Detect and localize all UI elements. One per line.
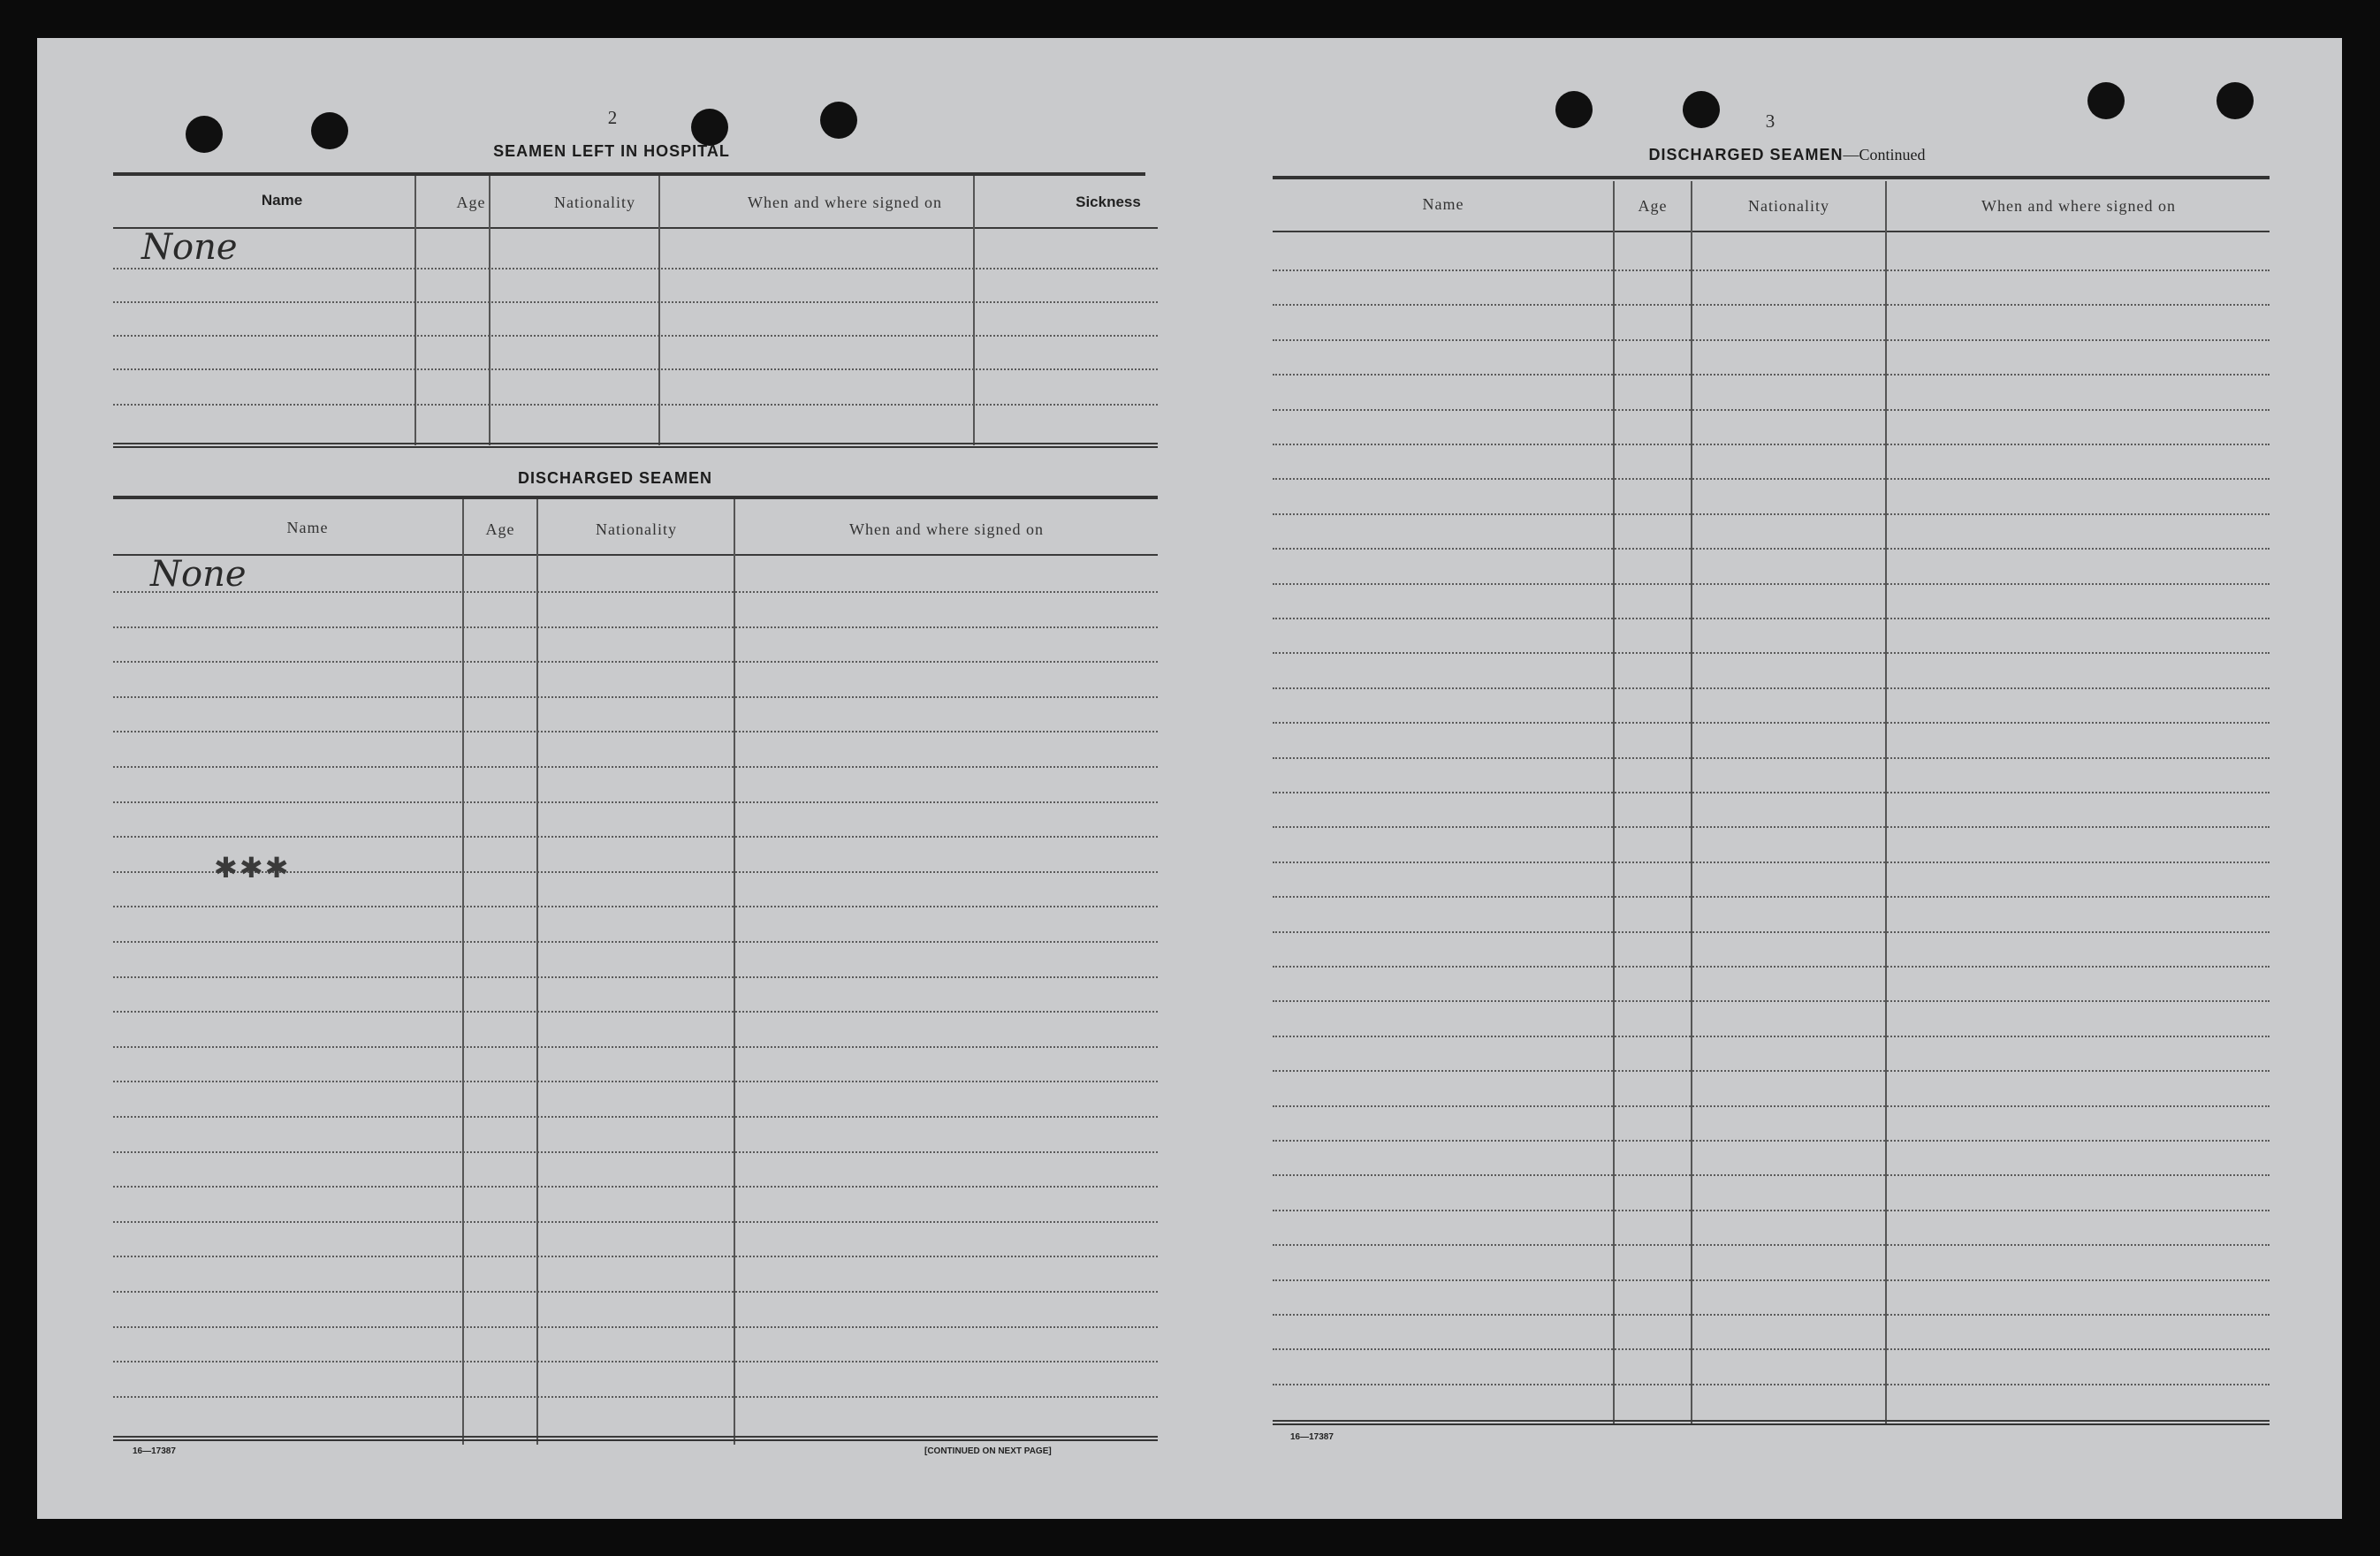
table-row-line bbox=[113, 1011, 1158, 1013]
page-number-left: 2 bbox=[607, 107, 618, 128]
table-row-line bbox=[1273, 409, 2270, 411]
right-col-signed-on: When and where signed on bbox=[1981, 197, 2176, 215]
table-row-line bbox=[113, 941, 1158, 943]
table-row-line bbox=[113, 1221, 1158, 1223]
table-row-line bbox=[1273, 1036, 2270, 1037]
continued-suffix: —Continued bbox=[1843, 146, 1926, 163]
discharged-bottom-rule bbox=[113, 1436, 1158, 1438]
table-row-line bbox=[1273, 1174, 2270, 1176]
discharged-section-title: DISCHARGED SEAMEN bbox=[517, 469, 713, 487]
discharged-handwritten-entry: None bbox=[150, 554, 247, 595]
hospital-top-rule bbox=[113, 172, 1145, 176]
hospital-bottom-rule-thick bbox=[113, 446, 1158, 448]
punch-hole bbox=[2217, 82, 2254, 119]
table-row-line bbox=[113, 1361, 1158, 1362]
table-row-line bbox=[113, 1081, 1158, 1082]
table-row-line bbox=[113, 1291, 1158, 1293]
table-row-line bbox=[1273, 618, 2270, 619]
table-row-line bbox=[1273, 826, 2270, 828]
table-row-line bbox=[1273, 269, 2270, 271]
punch-hole bbox=[1683, 91, 1720, 128]
right-divider bbox=[1691, 181, 1692, 1425]
table-row-line bbox=[1273, 374, 2270, 376]
hospital-row bbox=[113, 335, 1158, 337]
table-row-line bbox=[1273, 1314, 2270, 1316]
table-row-line bbox=[1273, 1070, 2270, 1072]
hospital-header-rule bbox=[113, 227, 1158, 229]
table-row-line bbox=[1273, 966, 2270, 968]
form-number-right: 16—17387 bbox=[1290, 1432, 1334, 1442]
table-row-line bbox=[1273, 792, 2270, 793]
punch-hole bbox=[1555, 91, 1593, 128]
table-row-line bbox=[113, 591, 1158, 593]
table-row-line bbox=[1273, 1384, 2270, 1385]
hospital-col-sickness: Sickness bbox=[1076, 194, 1141, 210]
table-row-line bbox=[1273, 687, 2270, 689]
table-row-line bbox=[113, 1046, 1158, 1048]
table-row-line bbox=[1273, 931, 2270, 933]
right-header-rule bbox=[1273, 231, 2270, 232]
punch-hole bbox=[2087, 82, 2125, 119]
discharged-header-rule bbox=[113, 554, 1158, 556]
table-row-line bbox=[1273, 1348, 2270, 1350]
table-row-line bbox=[113, 661, 1158, 663]
hospital-row bbox=[113, 268, 1158, 269]
punch-hole bbox=[311, 112, 348, 149]
table-row-line bbox=[1273, 896, 2270, 898]
discharged-top-rule bbox=[113, 496, 1158, 499]
table-row-line bbox=[1273, 548, 2270, 550]
table-row-line bbox=[113, 1396, 1158, 1398]
ink-smudge: ✱✱✱ bbox=[214, 851, 291, 884]
right-divider bbox=[1613, 181, 1615, 1425]
document-sheet bbox=[37, 38, 2342, 1519]
table-row-line bbox=[113, 1326, 1158, 1328]
discharged-continued-title bbox=[1540, 146, 2034, 164]
right-top-rule bbox=[1273, 176, 2270, 179]
hospital-bottom-rule bbox=[113, 443, 1158, 444]
table-row-line bbox=[113, 766, 1158, 768]
right-divider bbox=[1885, 181, 1887, 1425]
punch-hole bbox=[691, 109, 728, 146]
table-row-line bbox=[1273, 304, 2270, 306]
continued-note: [CONTINUED ON NEXT PAGE] bbox=[924, 1446, 1052, 1456]
form-number-left: 16—17387 bbox=[133, 1446, 176, 1456]
table-row-line bbox=[1273, 513, 2270, 515]
discharged-col-signed-on: When and where signed on bbox=[849, 520, 1044, 538]
table-row-line bbox=[1273, 861, 2270, 863]
page-number-right: 3 bbox=[1765, 110, 1775, 132]
hospital-col-age: Age bbox=[456, 194, 486, 211]
table-row-line bbox=[1273, 1210, 2270, 1211]
discharged-bottom-rule-thick bbox=[113, 1439, 1158, 1441]
discharged-divider bbox=[462, 499, 464, 1445]
table-row-line bbox=[1273, 339, 2270, 341]
right-bottom-rule bbox=[1273, 1420, 2270, 1422]
table-row-line bbox=[113, 801, 1158, 803]
table-row-line bbox=[1273, 478, 2270, 480]
hospital-row bbox=[113, 368, 1158, 370]
table-row-line bbox=[113, 906, 1158, 907]
table-row-line bbox=[113, 626, 1158, 628]
right-col-nationality: Nationality bbox=[1748, 197, 1829, 215]
discharged-col-age: Age bbox=[485, 520, 515, 538]
punch-hole bbox=[820, 102, 857, 139]
right-col-age: Age bbox=[1638, 197, 1668, 215]
discharged-col-name: Name bbox=[286, 519, 329, 536]
table-row-line bbox=[1273, 1140, 2270, 1142]
table-row-line bbox=[1273, 444, 2270, 445]
hospital-col-name: Name bbox=[261, 192, 303, 209]
table-row-line bbox=[1273, 1244, 2270, 1246]
table-row-line bbox=[1273, 1279, 2270, 1281]
table-row-line bbox=[1273, 583, 2270, 585]
table-row-line bbox=[113, 1186, 1158, 1188]
hospital-section-title: SEAMEN LEFT IN HOSPITAL bbox=[493, 142, 730, 160]
table-row-line bbox=[113, 1116, 1158, 1118]
table-row-line bbox=[113, 836, 1158, 838]
table-row-line bbox=[1273, 652, 2270, 654]
hospital-row bbox=[113, 404, 1158, 406]
table-row-line bbox=[1273, 722, 2270, 724]
discharged-divider bbox=[734, 499, 735, 1445]
hospital-row bbox=[113, 301, 1158, 303]
right-col-name: Name bbox=[1422, 195, 1464, 213]
table-row-line bbox=[113, 1151, 1158, 1153]
hospital-handwritten-entry: None bbox=[141, 227, 238, 268]
discharged-divider bbox=[536, 499, 538, 1445]
table-row-line bbox=[113, 696, 1158, 698]
punch-hole bbox=[186, 116, 223, 153]
discharged-col-nationality: Nationality bbox=[596, 520, 677, 538]
hospital-col-nationality: Nationality bbox=[554, 194, 635, 211]
hospital-col-signed-on: When and where signed on bbox=[748, 194, 942, 211]
table-row-line bbox=[113, 731, 1158, 732]
table-row-line bbox=[113, 976, 1158, 978]
table-row-line bbox=[113, 1256, 1158, 1257]
right-bottom-rule-thick bbox=[1273, 1423, 2270, 1425]
table-row-line bbox=[1273, 1000, 2270, 1002]
table-row-line bbox=[1273, 757, 2270, 759]
discharged-continued-title-text: DISCHARGED SEAMEN bbox=[1648, 146, 1844, 163]
table-row-line bbox=[1273, 1105, 2270, 1107]
